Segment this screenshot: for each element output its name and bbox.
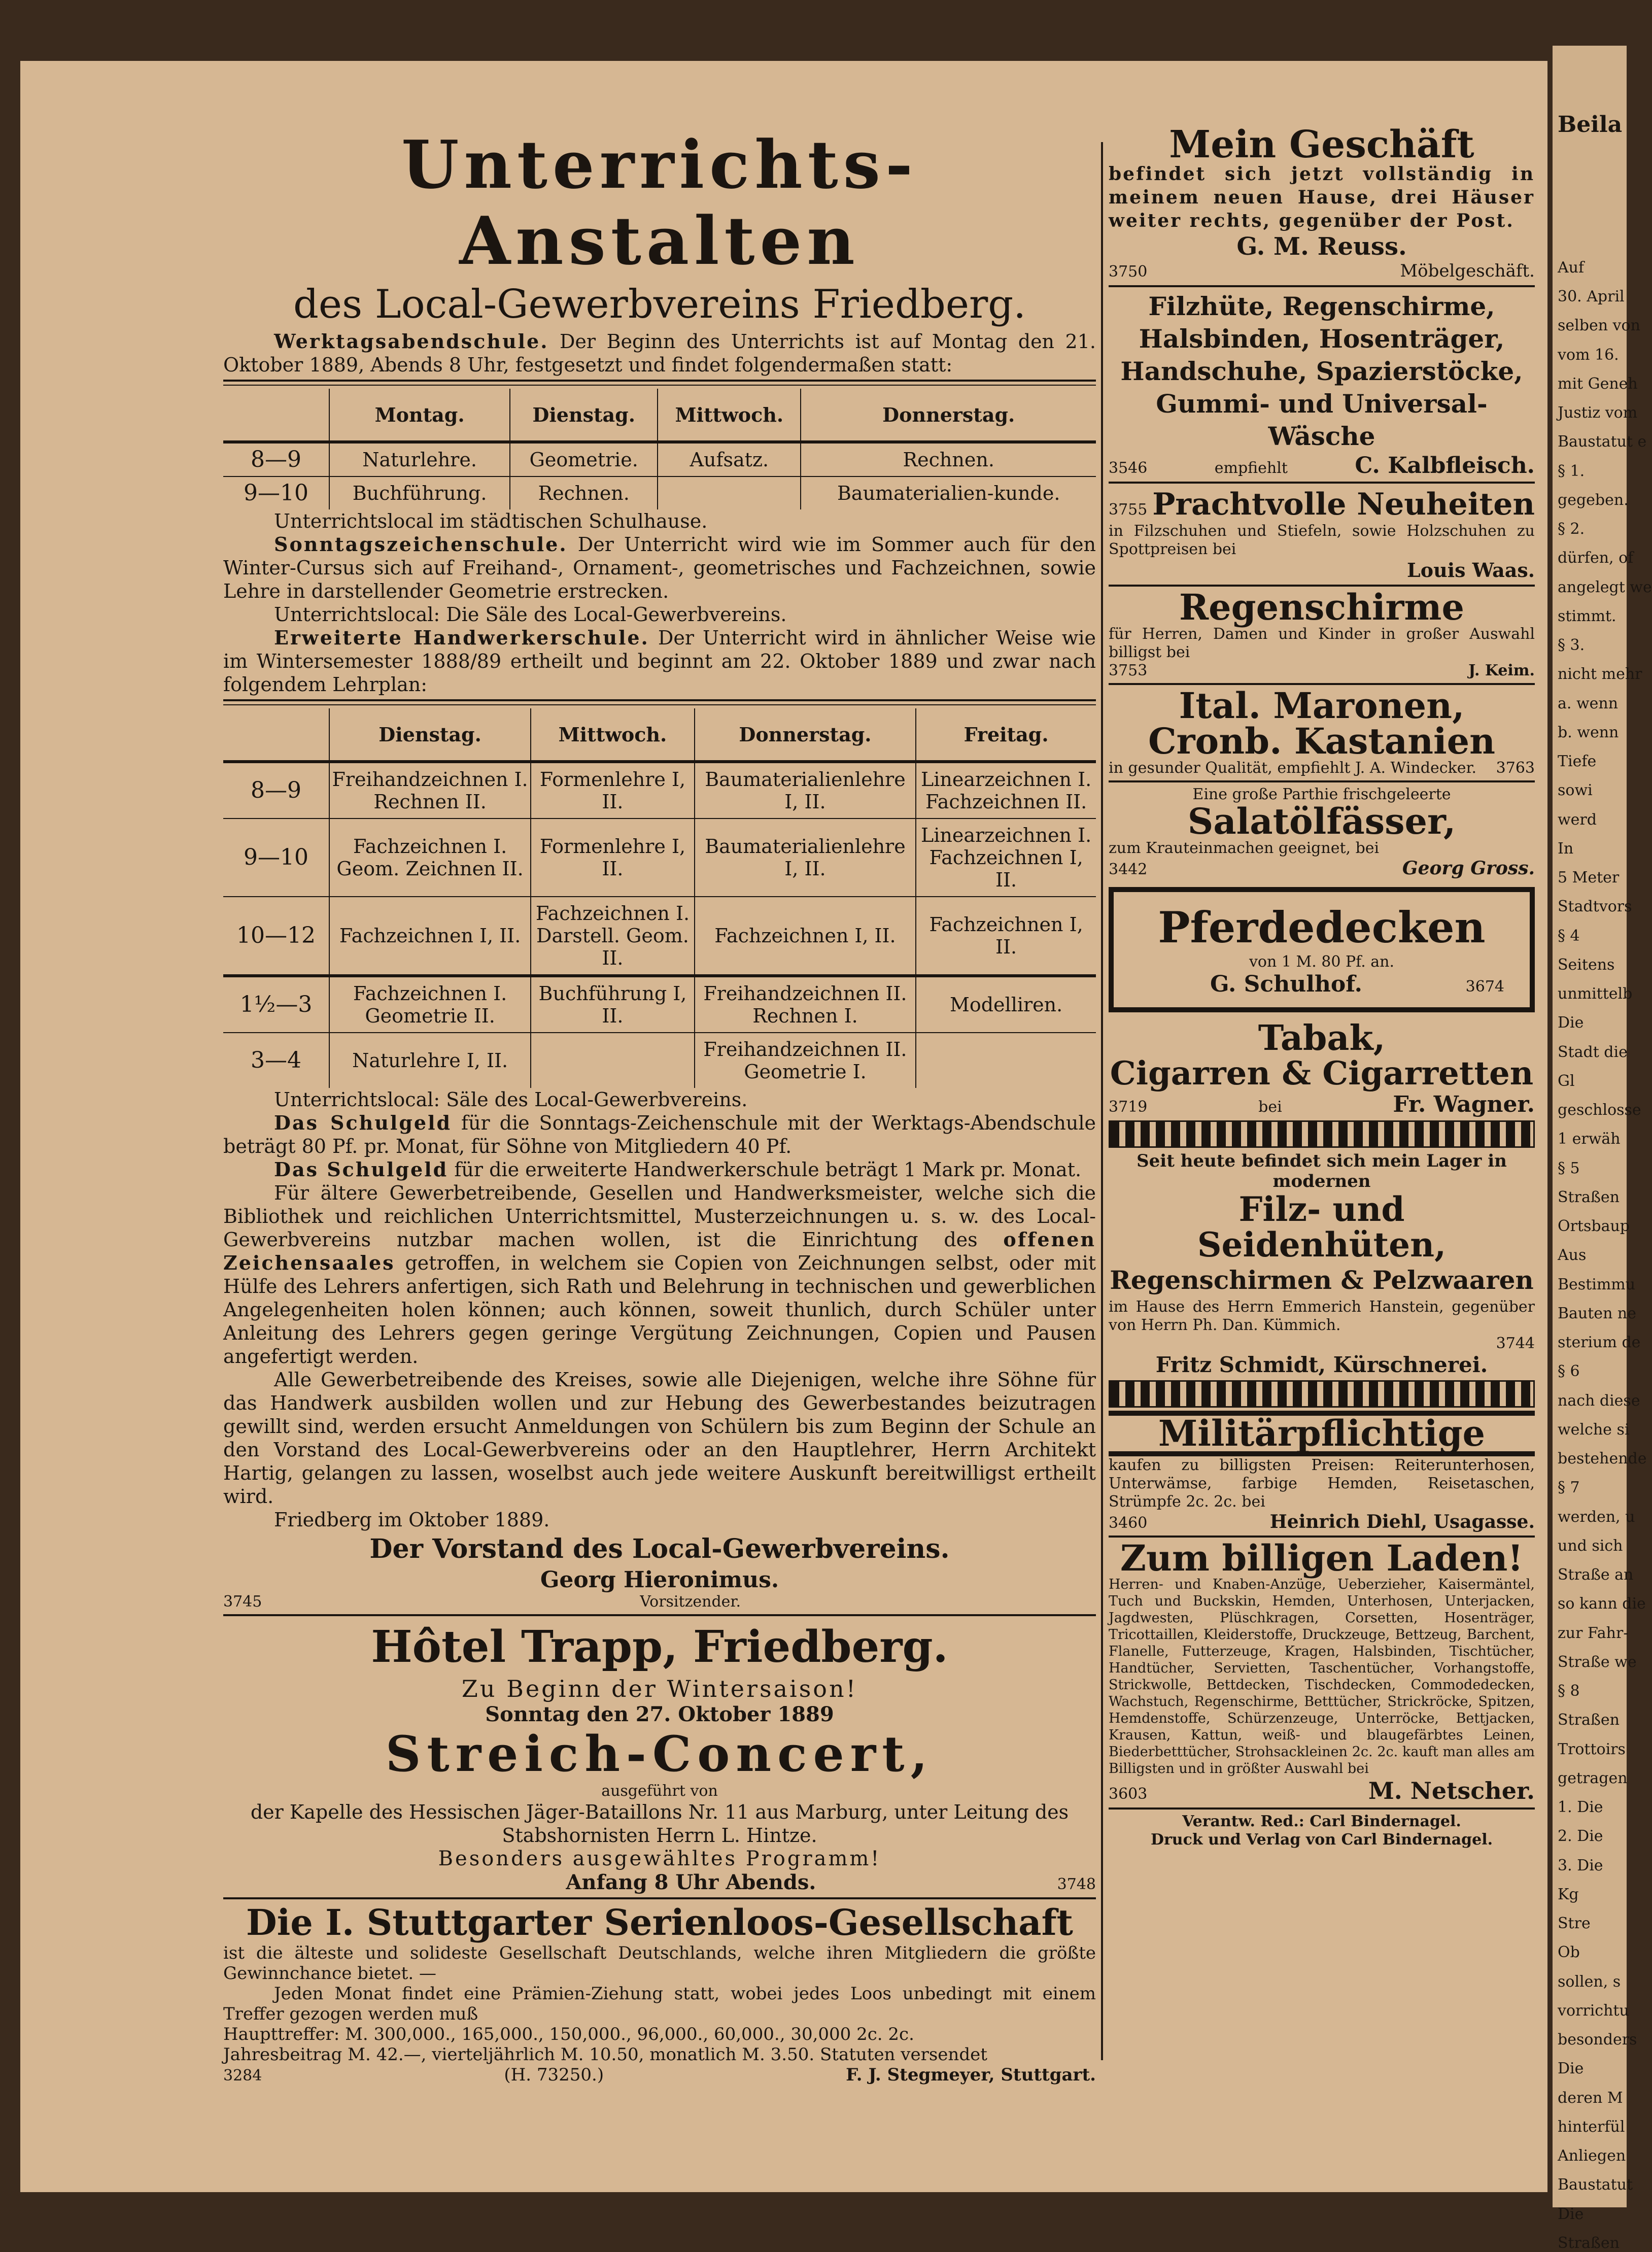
ad6-text2: zum Krauteinmachen geeignet, bei bbox=[1109, 839, 1380, 857]
adjacent-fragment: vom 16. bbox=[1558, 346, 1619, 364]
erweitert-text: Der Unterricht wird in ähnlicher Weise wie im Wintersemester 1888/89 ertheilt und beginnt am 22. Oktober 1889 und zwar nach folgendem Lehrplan: bbox=[223, 627, 1096, 696]
ad-number: 3442 bbox=[1109, 861, 1148, 878]
table2-cell bbox=[916, 1033, 1096, 1088]
adjacent-fragment: Tiefe bbox=[1558, 753, 1597, 771]
table2-cell: Freihandzeichnen II. Rechnen I. bbox=[695, 976, 916, 1033]
adjacent-fragment: bestehende bbox=[1558, 1450, 1647, 1468]
adjacent-fragment: getragen bbox=[1558, 1769, 1628, 1787]
table2-cell: Freihandzeichnen II. Geometrie I. bbox=[695, 1033, 916, 1088]
ad1-text: befindet sich jetzt vollständig in meinem neuen Hause, drei Häuser weiter rechts, gegenüber der Post. bbox=[1109, 163, 1535, 231]
ad2-name: C. Kalbfleisch. bbox=[1355, 453, 1535, 479]
adjacent-fragment: dürfen, of bbox=[1558, 549, 1634, 567]
adjacent-fragment: Baustatut bbox=[1558, 2176, 1633, 2194]
adjacent-fragment: Die bbox=[1558, 2205, 1584, 2223]
table1-cell: Baumaterialien-kunde. bbox=[801, 476, 1096, 509]
ad10-footer bbox=[1109, 1511, 1535, 1532]
adjacent-fragment: Auf bbox=[1558, 259, 1585, 277]
erweitert-label: Erweiterte Handwerkerschule. bbox=[274, 626, 649, 649]
signer-row bbox=[223, 1593, 1096, 1611]
ad3-text: in Filzschuhen und Stiefeln, sowie Holzschuhen zu Spottpreisen bei bbox=[1109, 522, 1535, 558]
ad-number: 3284 bbox=[223, 2067, 262, 2085]
stuttgart-footer-row bbox=[223, 2065, 1096, 2086]
stuttgart-title: Die I. Stuttgarter Serienloos-Gesellschaft bbox=[246, 1901, 1074, 1943]
ad1-title: Mein Geschäft bbox=[1169, 123, 1474, 166]
table1-top-rule bbox=[223, 380, 1096, 386]
adjacent-fragment: selben von bbox=[1558, 317, 1640, 335]
ad1-name: G. M. Reuss. bbox=[1236, 232, 1407, 261]
separator bbox=[223, 1614, 1096, 1616]
adjacent-fragment: Kg bbox=[1558, 1885, 1579, 1903]
aeltere-text-b: getroffen, in welchem sie Copien von Zeichnungen selbst, oder mit Hülfe des Lehrers anfertigen, sich Rath und Belehrung in technischen und gewerblichen Angelegenheiten holen können; auch können, soweit thunlich, durch Schüler unter Anleitung des Lehrers gegen geringe Vergütung Zeichnungen, Copien und Pausen angefertigt werden. bbox=[223, 1252, 1096, 1368]
ad-number: 3755 bbox=[1109, 501, 1148, 519]
ad8-title1: Tabak, bbox=[1258, 1018, 1386, 1059]
ad2-emp: empfiehlt bbox=[1214, 459, 1288, 477]
table1-cell: Rechnen. bbox=[801, 442, 1096, 476]
ad6-footer bbox=[1109, 858, 1535, 879]
right-column bbox=[1109, 123, 1535, 1849]
adjacent-fragment: b. wenn bbox=[1558, 723, 1619, 741]
adjacent-fragment: Gl bbox=[1558, 1072, 1575, 1090]
main-subtitle: des Local-Gewerbvereins Friedberg. bbox=[293, 282, 1026, 327]
table1-cell: 9—10 bbox=[223, 476, 329, 509]
table2-header-cell: Freitag. bbox=[916, 708, 1096, 762]
table1-header-row bbox=[223, 389, 1096, 442]
adjacent-fragment: werden, u bbox=[1558, 1508, 1635, 1526]
table2-header-cell: Mittwoch. bbox=[531, 708, 695, 762]
table1-header-cell: Dienstag. bbox=[510, 389, 658, 442]
ad-number: 3744 bbox=[1496, 1335, 1535, 1352]
adjacent-header: Beila bbox=[1558, 112, 1623, 138]
ad-number: 3750 bbox=[1109, 263, 1148, 281]
aeltere-text-a: Für ältere Gewerbetreibende, Gesellen und Handwerksmeister, welche sich die Bibliothek und reichlichen Unterrichtsmittel, Musterzeichnungen u. s. w. des Local-Gewerbvereins nutzbar machen wollen, ist die Einrichtung des bbox=[223, 1182, 1096, 1251]
hotel-line5: Anfang 8 Uhr Abends. bbox=[566, 1870, 816, 1894]
ad-number: 3748 bbox=[1057, 1875, 1096, 1893]
ad-number: 3460 bbox=[1109, 1514, 1148, 1532]
adjacent-fragment: Ortsbaup bbox=[1558, 1217, 1630, 1236]
ad10-text: kaufen zu billigsten Preisen: Reiterunterhosen, Unterwämse, farbige Hemden, Reisetaschen, Strümpfe 2c. 2c. bei bbox=[1109, 1456, 1535, 1511]
schulgeld2-label: Das Schulgeld bbox=[274, 1158, 449, 1181]
sonntag-paragraph bbox=[223, 533, 1096, 603]
adjacent-fragment: 5 Meter bbox=[1558, 869, 1620, 887]
adjacent-fragment: besonders bbox=[1558, 2031, 1637, 2049]
adjacent-fragment: geschlosse bbox=[1558, 1101, 1641, 1119]
adjacent-fragment: zur Fahr- bbox=[1558, 1624, 1629, 1642]
table2-cell: Fachzeichnen I, II. bbox=[695, 897, 916, 976]
ad4-footer bbox=[1109, 662, 1535, 680]
table1-header-cell: Montag. bbox=[329, 389, 510, 442]
table2-cell: 8—9 bbox=[223, 762, 329, 818]
separator bbox=[1109, 482, 1535, 484]
table1-header-cell bbox=[223, 389, 329, 442]
footer-publisher: Druck und Verlag von Carl Bindernagel. bbox=[1150, 1831, 1493, 1849]
table2-row bbox=[223, 1033, 1096, 1088]
table1-header-cell: Donnerstag. bbox=[801, 389, 1096, 442]
vorstand-line: Der Vorstand des Local-Gewerbvereins. bbox=[369, 1533, 950, 1564]
adjacent-fragment: § 7 bbox=[1558, 1479, 1580, 1497]
table1-row bbox=[223, 476, 1096, 509]
separator bbox=[1109, 1807, 1535, 1810]
adjacent-fragment: gegeben. bbox=[1558, 491, 1629, 509]
adjacent-fragment: unmittelb bbox=[1558, 985, 1633, 1003]
stuttgart-d: Jahresbeitrag M. 42.—, vierteljährlich M. 10.50, monatlich M. 3.50. Statuten versendet bbox=[223, 2044, 987, 2065]
table2-cell: Formenlehre I, II. bbox=[531, 818, 695, 897]
concert-title: Streich-Concert, bbox=[386, 1725, 934, 1783]
adjacent-fragment: Die bbox=[1558, 2060, 1584, 2078]
schulgeld2-text: für die erweiterte Handwerkerschule beträgt 1 Mark pr. Monat. bbox=[454, 1158, 1082, 1181]
werktag-text: Der Beginn des Unterrichts ist auf Montag den 21. Oktober 1889, Abends 8 Uhr, festgesetzt und findet folgendermaßen statt: bbox=[223, 330, 1096, 376]
adjacent-fragment: vorrichtu bbox=[1558, 2001, 1629, 2020]
schulgeld2-paragraph bbox=[223, 1158, 1096, 1181]
ad11-title: Zum billigen Laden! bbox=[1120, 1537, 1524, 1579]
hotel-small: ausgeführt von bbox=[601, 1782, 718, 1800]
ad6-text1: Eine große Parthie frischgeleerte bbox=[1192, 786, 1451, 803]
adjacent-fragment: deren M bbox=[1558, 2089, 1623, 2107]
ad4-title: Regenschirme bbox=[1179, 586, 1465, 628]
table1-header-cell: Mittwoch. bbox=[658, 389, 801, 442]
ad5-text: in gesunder Qualität, empfiehlt J. A. Windecker. bbox=[1109, 759, 1477, 777]
adjacent-fragment: a. wenn bbox=[1558, 694, 1619, 712]
ad11-name: M. Netscher. bbox=[1368, 1777, 1535, 1804]
ad11-text: Herren- und Knaben-Anzüge, Ueberzieher, Kaisermäntel, Tuch und Buckskin, Hemden, Unterhosen, Unterjacken, Jagdwesten, Plüschkragen, Corsetten, Hosenträger, Tricottaillen, Kleiderstoffe, Druckzeuge, Bettzeug, Barchent, Flanelle, Futterzeuge, Kragen, Halsbinden, Tischtücher, Handtücher, Servietten, Taschentücher, Vorhangstoffe, Strickwolle, Bettdecken, Tischdecken, Commodedecken, Wachstuch, Regenschirme, Betttücher, Strickröcke, Spitzen, Hemdenstoffe, Schürzenzeuge, Unterröcke, Bettjacken, Krausen, Kattun, weiß- und blaugefärbtes Leinen, Biederbetttücher, Strohsackleinen 2c. 2c. kauft man alles am Billigsten und in größter Auswahl bei bbox=[1109, 1577, 1535, 1777]
table2-cell: 3—4 bbox=[223, 1033, 329, 1088]
ad10-name: Heinrich Diehl, Usagasse. bbox=[1269, 1511, 1535, 1532]
sonntag-label: Sonntagszeichenschule. bbox=[274, 533, 568, 556]
ad9-title2: Regenschirmen & Pelzwaaren bbox=[1110, 1265, 1534, 1295]
werktag-label: Werktagsabendschule. bbox=[274, 330, 549, 353]
adjacent-fragment: Straßen bbox=[1558, 1188, 1620, 1206]
stuttgart-f: F. J. Stegmeyer, Stuttgart. bbox=[846, 2065, 1096, 2085]
adjacent-fragment: welche si bbox=[1558, 1420, 1630, 1439]
separator bbox=[223, 1897, 1096, 1899]
adjacent-fragment: Die bbox=[1558, 1014, 1584, 1032]
adjacent-fragment: § 3. bbox=[1558, 636, 1585, 655]
adjacent-fragment: Ob bbox=[1558, 1943, 1580, 1962]
table2-cell: Fachzeichnen I, II. bbox=[329, 897, 531, 976]
date-line: Friedberg im Oktober 1889. bbox=[274, 1509, 550, 1531]
column-divider bbox=[1101, 142, 1103, 2060]
schulgeld1-label: Das Schulgeld bbox=[274, 1111, 452, 1134]
left-column bbox=[223, 127, 1096, 2086]
schedule-table-2 bbox=[223, 708, 1096, 1088]
ad-number: 3719 bbox=[1109, 1098, 1148, 1116]
table2-cell: Fachzeichnen I. Geometrie II. bbox=[329, 976, 531, 1033]
ad-number: 3753 bbox=[1109, 662, 1148, 679]
ad-number: 3546 bbox=[1109, 459, 1148, 477]
ad6-name: Georg Gross. bbox=[1402, 858, 1535, 879]
adjacent-fragment: 30. April bbox=[1558, 288, 1625, 306]
separator bbox=[1109, 285, 1535, 287]
ad4-name: J. Keim. bbox=[1468, 662, 1535, 679]
adjacent-fragment: Trottoirs bbox=[1558, 1740, 1626, 1758]
stuttgart-b: Jeden Monat findet eine Prämien-Ziehung statt, wobei jedes Loos unbedingt mit einem Treffer gezogen werden muß bbox=[223, 1984, 1096, 2024]
adjacent-fragment: sowi bbox=[1558, 781, 1593, 800]
stuttgart-a: ist die älteste und solideste Gesellschaft Deutschlands, welche ihren Mitgliedern die größte Gewinnchance bietet. — bbox=[223, 1943, 1096, 1984]
adjacent-fragment: Justiz vom bbox=[1558, 404, 1638, 422]
aeltere-paragraph bbox=[223, 1181, 1096, 1368]
footer-editor: Verantw. Red.: Carl Bindernagel. bbox=[1182, 1813, 1461, 1830]
adjacent-fragment: Bestimmu bbox=[1558, 1275, 1636, 1293]
table2-row bbox=[223, 976, 1096, 1033]
ad7-name: G. Schulhof. bbox=[1210, 971, 1362, 997]
adjacent-fragment: 3. Die bbox=[1558, 1856, 1603, 1874]
adjacent-fragment: mit Geneh bbox=[1558, 374, 1638, 393]
ad7-footer bbox=[1119, 971, 1525, 997]
ad1-role: Möbelgeschäft. bbox=[1400, 261, 1535, 281]
table2-cell: Fachzeichnen I. Geom. Zeichnen II. bbox=[329, 818, 531, 897]
ad8-bei: bei bbox=[1258, 1098, 1282, 1116]
table1-cell: Buchführung. bbox=[329, 476, 510, 509]
local1: Unterrichtslocal im städtischen Schulhause. bbox=[274, 510, 708, 532]
hotel-line1: Zu Beginn der Wintersaison! bbox=[461, 1675, 858, 1702]
table2-cell: Baumaterialienlehre I, II. bbox=[695, 818, 916, 897]
adjacent-fragment: § 8 bbox=[1558, 1682, 1580, 1700]
hotel-footer-row bbox=[223, 1870, 1096, 1894]
adjacent-fragment: § 5 bbox=[1558, 1159, 1580, 1177]
ad5-title1: Ital. Maronen, bbox=[1179, 685, 1465, 727]
adjacent-fragment: Straße we bbox=[1558, 1653, 1637, 1671]
table2-cell: 9—10 bbox=[223, 818, 329, 897]
ornament-border bbox=[1109, 1380, 1535, 1408]
stuttgart-e: (H. 73250.) bbox=[504, 2065, 604, 2085]
schulgeld1-paragraph bbox=[223, 1111, 1096, 1158]
table2-row bbox=[223, 897, 1096, 976]
signer-name: Georg Hieronimus. bbox=[540, 1567, 779, 1593]
adjacent-fragment: Straßen bbox=[1558, 2234, 1620, 2252]
ad-number: 3674 bbox=[1465, 978, 1504, 996]
adjacent-fragment: § 1. bbox=[1558, 462, 1585, 480]
ornament-border bbox=[1109, 1120, 1535, 1148]
ad8-title2: Cigarren & Cigarretten bbox=[1110, 1054, 1534, 1093]
adjacent-fragment: so kann die bbox=[1558, 1595, 1646, 1613]
adjacent-fragment: nach diese bbox=[1558, 1391, 1640, 1410]
ad8-footer bbox=[1109, 1091, 1535, 1117]
schulgeld1-text: für die Sonntags-Zeichenschule mit der Werktags-Abendschule beträgt 80 Pf. pr. Monat, für Söhne von Mitgliedern 40 Pf. bbox=[223, 1112, 1096, 1157]
adjacent-fragment: sollen, s bbox=[1558, 1972, 1621, 1991]
adjacent-fragment: angelegt we bbox=[1558, 578, 1652, 596]
adjacent-fragment: Anliegen bbox=[1558, 2147, 1626, 2165]
alle-paragraph: Alle Gewerbetreibende des Kreises, sowie alle Diejenigen, welche ihre Söhne für das Handwerk ausbilden wollen und zur Hebung des Gewerbestandes beizutragen gewillt sind, werden ersucht Anmeldungen von Schülern bis zum Beginn der Schule an den Vorstand des Local-Gewerbvereins oder an den Hauptlehrer, Herrn Architekt Hartig, gelangen zu lassen, woselbst auch jede weitere Auskunft bereitwilligst ertheilt wird. bbox=[223, 1369, 1096, 1508]
adjacent-fragment: hinterfül bbox=[1558, 2118, 1625, 2136]
table2-cell: Baumaterialienlehre I, II. bbox=[695, 762, 916, 818]
ad8-name: Fr. Wagner. bbox=[1393, 1091, 1535, 1117]
stuttgart-c: Haupttreffer: M. 300,000., 165,000., 150,000., 96,000., 60,000., 30,000 2c. 2c. bbox=[223, 2024, 914, 2044]
table2-header-cell bbox=[223, 708, 329, 762]
ad1-footer bbox=[1109, 261, 1535, 282]
ad4-text: für Herren, Damen und Kinder in großer Auswahl billigst bei bbox=[1109, 625, 1535, 661]
ad5-title2: Cronb. Kastanien bbox=[1148, 720, 1496, 762]
adjacent-fragment: Bauten ne bbox=[1558, 1304, 1636, 1322]
table2-cell: Modelliren. bbox=[916, 976, 1096, 1033]
ad3-title: Prachtvolle Neuheiten bbox=[1152, 487, 1535, 522]
ad9-text1: Seit heute befindet sich mein Lager in modernen bbox=[1137, 1151, 1507, 1191]
adjacent-fragment: § 2. bbox=[1558, 520, 1585, 538]
adjacent-fragment: Seitens bbox=[1558, 956, 1615, 974]
adjacent-fragment: 1 erwäh bbox=[1558, 1130, 1621, 1148]
separator bbox=[1109, 780, 1535, 782]
table1-cell: Aufsatz. bbox=[658, 442, 801, 476]
table1-cell: Rechnen. bbox=[510, 476, 658, 509]
table1-cell bbox=[658, 476, 801, 509]
adjacent-fragment: stimmt. bbox=[1558, 607, 1616, 625]
ad9-name: Fritz Schmidt, Kürschnerei. bbox=[1155, 1352, 1488, 1377]
adjacent-fragment: 2. Die bbox=[1558, 1827, 1603, 1846]
table1-cell: 8—9 bbox=[223, 442, 329, 476]
table2-cell: Buchführung I, II. bbox=[531, 976, 695, 1033]
table2-cell: 1½—3 bbox=[223, 976, 329, 1033]
erweitert-paragraph bbox=[223, 626, 1096, 696]
adjacent-fragment: In bbox=[1558, 839, 1574, 858]
ad7-text: von 1 M. 80 Pf. an. bbox=[1249, 953, 1395, 971]
ad6-title: Salatölfässer, bbox=[1187, 800, 1456, 842]
adjacent-fragment: Aus bbox=[1558, 1246, 1587, 1265]
adjacent-fragment: werd bbox=[1558, 810, 1597, 829]
adjacent-fragment: § 4 bbox=[1558, 927, 1580, 945]
hotel-line2: Sonntag den 27. Oktober 1889 bbox=[485, 1702, 834, 1726]
table2-cell: Fachzeichnen I. Darstell. Geom. II. bbox=[531, 897, 695, 976]
ad-number: 3763 bbox=[1496, 759, 1535, 777]
adjacent-fragment: Baustatut e bbox=[1558, 433, 1647, 451]
signer-role: Vorsitzender. bbox=[640, 1593, 741, 1611]
local2: Unterrichtslocal: Die Säle des Local-Gewerbvereins. bbox=[274, 603, 787, 626]
ad-number: 3745 bbox=[223, 1593, 262, 1611]
aeltere-bold: offenen Zeichensaales bbox=[223, 1228, 1096, 1274]
adjacent-fragment: 1. Die bbox=[1558, 1798, 1603, 1817]
hotel-line3: der Kapelle des Hessischen Jäger-Bataillons Nr. 11 aus Marburg, unter Leitung des Stabshornisten Herrn L. Hintze. bbox=[250, 1801, 1069, 1847]
ad7-box bbox=[1109, 887, 1535, 1012]
adjacent-fragment: Straßen bbox=[1558, 1711, 1620, 1729]
ad-number: 3603 bbox=[1109, 1785, 1148, 1803]
ad2-footer bbox=[1109, 453, 1535, 479]
sonntag-text: Der Unterricht wird wie im Sommer auch für den Winter-Cursus sich auf Freihand-, Ornament-, geometrisches und Fachzeichnen, sowie Lehre in darstellender Geometrie erstrecken. bbox=[223, 533, 1096, 602]
ad3-name: Louis Waas. bbox=[1407, 559, 1535, 582]
table2-header-cell: Donnerstag. bbox=[695, 708, 916, 762]
table2-cell: Linearzeichnen I. Fachzeichnen II. bbox=[916, 762, 1096, 818]
hotel-line4: Besonders ausgewähltes Programm! bbox=[438, 1847, 881, 1870]
adjacent-fragment: Stadtvors bbox=[1558, 898, 1632, 916]
ad11-footer bbox=[1109, 1777, 1535, 1804]
local3: Unterrichtslocal: Säle des Local-Gewerbvereins. bbox=[274, 1088, 748, 1111]
werktag-paragraph bbox=[223, 330, 1096, 377]
ad5-footer bbox=[1109, 759, 1535, 777]
table2-cell bbox=[531, 1033, 695, 1088]
table2-top-rule bbox=[223, 699, 1096, 705]
adjacent-fragment: Straße an bbox=[1558, 1566, 1634, 1584]
adjacent-fragment: Stre bbox=[1558, 1915, 1591, 1933]
table2-cell: 10—12 bbox=[223, 897, 329, 976]
ad9-text2: im Hause des Herrn Emmerich Hanstein, gegenüber von Herrn Ph. Dan. Kümmich. bbox=[1109, 1298, 1535, 1334]
adjacent-fragment: und sich bbox=[1558, 1537, 1623, 1555]
adjacent-fragment: sterium de bbox=[1558, 1334, 1641, 1352]
table2-cell: Naturlehre I, II. bbox=[329, 1033, 531, 1088]
table2-cell: Freihandzeichnen I. Rechnen II. bbox=[329, 762, 531, 818]
table2-header-row bbox=[223, 708, 1096, 762]
table2-cell: Formenlehre I, II. bbox=[531, 762, 695, 818]
table2-cell: Linearzeichnen I. Fachzeichnen I, II. bbox=[916, 818, 1096, 897]
ad7-title: Pferdedecken bbox=[1158, 902, 1486, 952]
table2-row bbox=[223, 818, 1096, 897]
adjacent-fragment: Stadt die bbox=[1558, 1043, 1628, 1061]
adjacent-page-fragment bbox=[1553, 46, 1652, 2252]
adjacent-fragment: nicht mehr bbox=[1558, 665, 1642, 684]
table1-row bbox=[223, 442, 1096, 476]
table2-row bbox=[223, 762, 1096, 818]
table2-header-cell: Dienstag. bbox=[329, 708, 531, 762]
table1-cell: Geometrie. bbox=[510, 442, 658, 476]
ad9-title: Filz- und Seidenhüten, bbox=[1197, 1189, 1447, 1265]
adjacent-fragment: § 6 bbox=[1558, 1362, 1580, 1381]
ad2-text: Filzhüte, Regenschirme, Halsbinden, Hosenträger, Handschuhe, Spazierstöcke, Gummi- und Universal-Wäsche bbox=[1120, 291, 1523, 451]
main-title: Unterrichts-Anstalten bbox=[401, 126, 918, 280]
table1-cell: Naturlehre. bbox=[329, 442, 510, 476]
ad3-header bbox=[1109, 487, 1535, 522]
ad10-title: Militärpflichtige bbox=[1109, 1411, 1535, 1456]
schedule-table-1 bbox=[223, 389, 1096, 509]
hotel-title: Hôtel Trapp, Friedberg. bbox=[371, 1621, 948, 1673]
table2-cell: Fachzeichnen I, II. bbox=[916, 897, 1096, 976]
